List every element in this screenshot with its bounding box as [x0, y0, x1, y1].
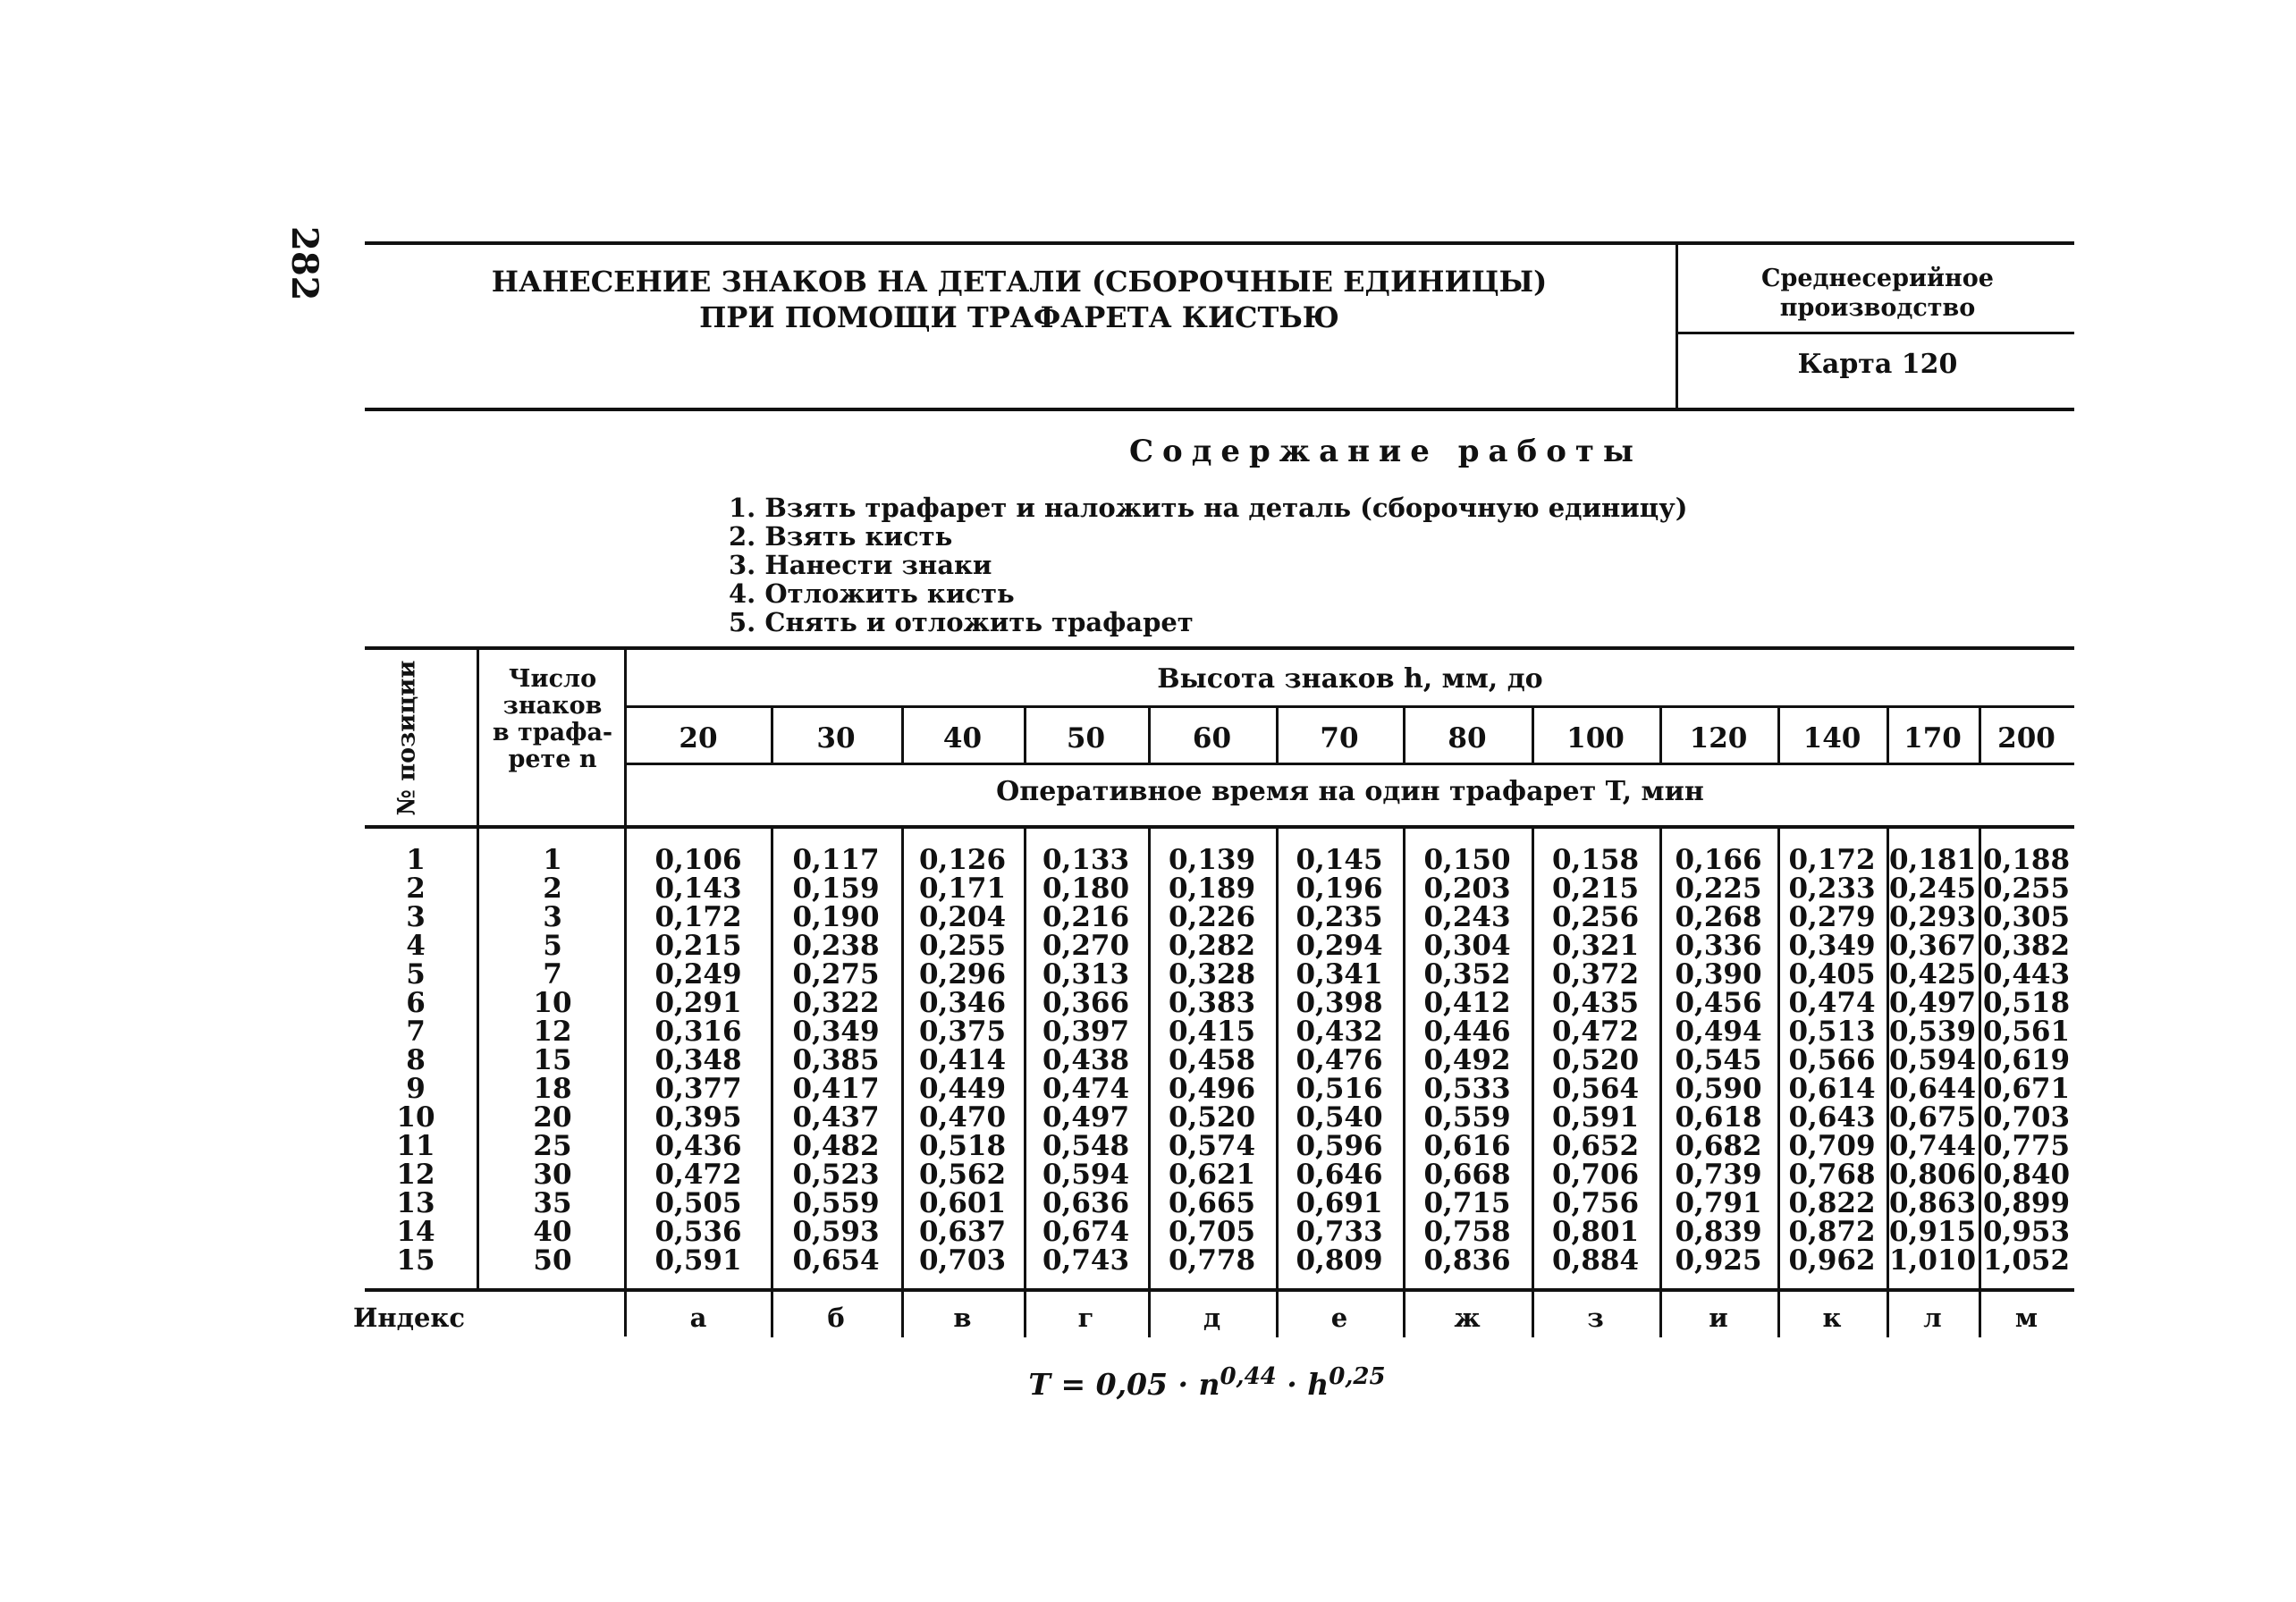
page-number: 282 [283, 226, 325, 301]
table-cell: 0,637 [918, 1216, 1007, 1248]
table-cell: 0,293 [1888, 901, 1977, 933]
table-cell: 0,822 [1788, 1187, 1876, 1219]
table-cell: 0,523 [792, 1159, 880, 1191]
table-cell: 0,180 [1042, 873, 1130, 905]
table-cell: 0,574 [1168, 1130, 1256, 1162]
work-step: 3. Нанести знаки [729, 550, 992, 580]
table-cell: 0,652 [1551, 1130, 1640, 1162]
table-cell: 0,614 [1788, 1073, 1876, 1105]
table-cell: 0,518 [918, 1130, 1007, 1162]
table-cell: 0,304 [1423, 930, 1511, 962]
index-cell: ж [1454, 1303, 1481, 1333]
index-cell: и [1709, 1303, 1728, 1333]
table-cell: 0,225 [1675, 873, 1762, 905]
table-cell: 0,158 [1551, 844, 1640, 876]
table-cell: 0,143 [654, 873, 742, 905]
table-cell: 0,316 [654, 1016, 742, 1048]
table-cell: 0,474 [1042, 1073, 1130, 1105]
table-cell: 0,593 [792, 1216, 880, 1248]
table-cell: 0,268 [1675, 901, 1762, 933]
table-cell: 0,385 [792, 1044, 880, 1076]
table-cell: 0,366 [1042, 987, 1130, 1019]
height-cell: 50 [1066, 722, 1106, 755]
height-cell: 100 [1566, 722, 1625, 755]
table-body-bottom-rule [365, 1288, 2074, 1292]
table-cell: 0,621 [1168, 1159, 1256, 1191]
table-cell: 0,715 [1423, 1187, 1511, 1219]
height-cell: 40 [942, 722, 983, 755]
table-cell: 0,590 [1675, 1073, 1762, 1105]
table-cell: 0,915 [1888, 1216, 1977, 1248]
table-cell: 0,443 [1982, 958, 2071, 991]
table-cell: 0,145 [1296, 844, 1383, 876]
table-cell: 0,348 [654, 1044, 742, 1076]
table-cell: 0,472 [654, 1159, 742, 1191]
document-title [367, 264, 1672, 335]
table-cell: 0,367 [1888, 930, 1977, 962]
index-cell: г [1077, 1303, 1094, 1333]
sign-count-value: 40 [533, 1216, 572, 1248]
table-cell: 0,775 [1982, 1130, 2071, 1162]
table-cell: 0,884 [1551, 1244, 1640, 1277]
table-cell: 0,275 [792, 958, 880, 991]
table-cell: 0,562 [918, 1159, 1007, 1191]
table-cell: 0,322 [792, 987, 880, 1019]
table-cell: 0,596 [1296, 1130, 1383, 1162]
table-cell: 0,536 [654, 1216, 742, 1248]
table-cell: 0,166 [1675, 844, 1762, 876]
value-column [1403, 846, 1532, 1275]
table-cell: 0,305 [1982, 901, 2071, 933]
pos-n-divider [477, 648, 479, 1290]
position-number: 2 [406, 873, 426, 905]
heights-row-rule [626, 763, 2074, 765]
position-number: 9 [406, 1073, 426, 1105]
table-cell: 0,375 [918, 1016, 1007, 1048]
table-cell: 0,352 [1423, 958, 1511, 991]
table-cell: 0,520 [1551, 1044, 1640, 1076]
sign-count-value: 12 [533, 1016, 572, 1048]
table-header-bottom-rule [365, 825, 2074, 829]
table-cell: 0,559 [1423, 1101, 1511, 1134]
table-cell: 0,296 [918, 958, 1007, 991]
table-cell: 0,646 [1296, 1159, 1383, 1191]
work-step: 1. Взять трафарет и наложить на деталь (сборочную единицу) [729, 493, 1688, 523]
table-top-rule [365, 646, 2074, 650]
height-cell: 140 [1802, 722, 1861, 755]
table-cell: 0,601 [918, 1187, 1007, 1219]
table-cell: 0,470 [918, 1101, 1007, 1134]
table-cell: 0,758 [1423, 1216, 1511, 1248]
table-cell: 0,405 [1788, 958, 1876, 991]
table-cell: 0,899 [1982, 1187, 2071, 1219]
table-cell: 0,539 [1888, 1016, 1977, 1048]
position-numbers [358, 846, 474, 1275]
sign-count-value: 20 [533, 1101, 572, 1134]
position-number: 13 [396, 1187, 435, 1219]
table-cell: 0,383 [1168, 987, 1256, 1019]
table-cell: 0,150 [1423, 844, 1511, 876]
table-cell: 0,564 [1551, 1073, 1640, 1105]
operating-time-header: Оперативное время на один трафарет T, мин [996, 776, 1704, 807]
height-cell: 70 [1320, 722, 1359, 755]
formula: $T = 0,05 \cdot n^{0,44} \cdot h^{0,25}$ [1028, 1363, 1386, 1402]
work-step: 4. Отложить кисть [729, 578, 1015, 609]
position-number: 10 [396, 1101, 435, 1134]
index-cell: з [1587, 1303, 1604, 1333]
index-cell: а [689, 1303, 707, 1333]
table-cell: 0,133 [1042, 844, 1130, 876]
position-number: 11 [396, 1130, 435, 1162]
table-cell: 0,171 [918, 873, 1007, 905]
table-cell: 0,591 [654, 1244, 742, 1277]
height-cell: 120 [1689, 722, 1748, 755]
table-cell: 0,238 [792, 930, 880, 962]
table-cell: 0,346 [918, 987, 1007, 1019]
sign-count-value: 30 [533, 1159, 572, 1191]
table-cell: 0,872 [1788, 1216, 1876, 1248]
table-cell: 0,216 [1042, 901, 1130, 933]
table-cell: 0,706 [1551, 1159, 1640, 1191]
table-cell: 0,520 [1168, 1101, 1256, 1134]
table-cell: 0,494 [1675, 1016, 1762, 1048]
table-cell: 0,196 [1296, 873, 1383, 905]
table-cell: 0,482 [792, 1130, 880, 1162]
table-cell: 0,255 [918, 930, 1007, 962]
table-cell: 0,733 [1296, 1216, 1383, 1248]
table-cell: 0,709 [1788, 1130, 1876, 1162]
table-cell: 0,671 [1982, 1073, 2071, 1105]
table-cell: 0,458 [1168, 1044, 1256, 1076]
table-cell: 0,472 [1551, 1016, 1640, 1048]
table-cell: 0,703 [1982, 1101, 2071, 1134]
index-cell: в [953, 1303, 972, 1333]
position-column-header: № позиции [393, 660, 421, 815]
production-type [1681, 264, 2074, 323]
table-cell: 0,456 [1675, 987, 1762, 1019]
table-cell: 0,644 [1888, 1073, 1977, 1105]
table-cell: 0,665 [1168, 1187, 1256, 1219]
table-cell: 0,432 [1296, 1016, 1383, 1048]
table-cell: 0,233 [1788, 873, 1876, 905]
table-cell: 0,172 [654, 901, 742, 933]
table-cell: 0,203 [1423, 873, 1511, 905]
sign-count-value: 2 [543, 873, 562, 905]
table-cell: 0,159 [792, 873, 880, 905]
position-number: 7 [406, 1016, 426, 1048]
header-bottom-rule [365, 408, 2074, 411]
position-number: 14 [396, 1216, 435, 1248]
table-cell: 0,474 [1788, 987, 1876, 1019]
table-cell: 0,256 [1551, 901, 1640, 933]
sign-count-value: 3 [543, 901, 562, 933]
table-cell: 0,189 [1168, 873, 1256, 905]
table-cell: 0,172 [1788, 844, 1876, 876]
table-cell: 0,341 [1296, 958, 1383, 991]
table-cell: 0,839 [1675, 1216, 1762, 1248]
table-cell: 0,449 [918, 1073, 1007, 1105]
position-number: 6 [406, 987, 426, 1019]
sign-count-value: 50 [533, 1244, 572, 1277]
table-cell: 0,328 [1168, 958, 1256, 991]
height-header-rule [626, 705, 2074, 708]
value-column [1659, 846, 1777, 1275]
table-cell: 1,052 [1982, 1244, 2071, 1277]
table-cell: 0,566 [1788, 1044, 1876, 1076]
table-cell: 0,437 [792, 1101, 880, 1134]
position-number: 12 [396, 1159, 435, 1191]
value-column [901, 846, 1024, 1275]
table-cell: 0,496 [1168, 1073, 1256, 1105]
table-cell: 0,809 [1296, 1244, 1383, 1277]
table-cell: 0,497 [1888, 987, 1977, 1019]
table-cell: 0,548 [1042, 1130, 1130, 1162]
sign-count-value: 18 [533, 1073, 572, 1105]
table-cell: 0,414 [918, 1044, 1007, 1076]
work-step: 2. Взять кисть [729, 521, 953, 552]
index-label: Индекс [353, 1303, 466, 1333]
position-number: 5 [406, 958, 426, 991]
value-column [1276, 846, 1403, 1275]
table-cell: 0,190 [792, 901, 880, 933]
table-cell: 0,245 [1888, 873, 1977, 905]
table-cell: 0,139 [1168, 844, 1256, 876]
value-column [771, 846, 901, 1275]
table-cell: 0,591 [1551, 1101, 1640, 1134]
work-content-heading: Содержание работы [1128, 434, 1643, 469]
table-cell: 0,270 [1042, 930, 1130, 962]
table-cell: 0,390 [1675, 958, 1762, 991]
table-cell: 0,417 [792, 1073, 880, 1105]
table-cell: 0,412 [1423, 987, 1511, 1019]
table-cell: 0,682 [1675, 1130, 1762, 1162]
position-number: 8 [406, 1044, 426, 1076]
table-cell: 0,188 [1982, 844, 2071, 876]
table-cell: 0,962 [1788, 1244, 1876, 1277]
index-cell: л [1923, 1303, 1942, 1333]
table-cell: 0,425 [1888, 958, 1977, 991]
table-cell: 0,518 [1982, 987, 2071, 1019]
height-cell: 20 [679, 722, 718, 755]
table-cell: 0,619 [1982, 1044, 2071, 1076]
sign-count-column-header: Число знаков в трафа- рете n [492, 665, 613, 773]
table-cell: 0,476 [1296, 1044, 1383, 1076]
table-cell: 0,255 [1982, 873, 2071, 905]
table-cell: 0,106 [654, 844, 742, 876]
table-cell: 0,594 [1888, 1044, 1977, 1076]
table-cell: 0,791 [1675, 1187, 1762, 1219]
table-cell: 0,516 [1296, 1073, 1383, 1105]
table-cell: 0,313 [1042, 958, 1130, 991]
table-cell: 0,540 [1296, 1101, 1383, 1134]
table-cell: 0,446 [1423, 1016, 1511, 1048]
table-cell: 0,505 [654, 1187, 742, 1219]
table-cell: 0,654 [792, 1244, 880, 1277]
table-cell: 0,215 [1551, 873, 1640, 905]
table-cell: 0,492 [1423, 1044, 1511, 1076]
production-line-2: производство [1779, 294, 1976, 322]
table-cell: 0,513 [1788, 1016, 1876, 1048]
value-column [1777, 846, 1887, 1275]
sign-count-value: 25 [533, 1130, 572, 1162]
table-cell: 0,181 [1888, 844, 1977, 876]
value-column [1148, 846, 1276, 1275]
table-cell: 0,377 [654, 1073, 742, 1105]
table-cell: 0,561 [1982, 1016, 2071, 1048]
table-cell: 0,739 [1675, 1159, 1762, 1191]
title-line-1: НАНЕСЕНИЕ ЗНАКОВ НА ДЕТАЛИ (СБОРОЧНЫЕ ЕДИНИЦЫ) [491, 265, 1548, 299]
table-cell: 0,382 [1982, 930, 2071, 962]
position-number: 1 [406, 844, 426, 876]
table-cell: 0,925 [1675, 1244, 1762, 1277]
table-cell: 0,836 [1423, 1244, 1511, 1277]
title-line-2: ПРИ ПОМОЩИ ТРАФАРЕТА КИСТЬЮ [699, 300, 1339, 334]
table-cell: 0,436 [654, 1130, 742, 1162]
table-cell: 0,616 [1423, 1130, 1511, 1162]
table-cell: 0,806 [1888, 1159, 1977, 1191]
top-rule [365, 241, 2074, 245]
position-number: 15 [396, 1244, 435, 1277]
table-cell: 0,349 [1788, 930, 1876, 962]
header-right-divider [1677, 332, 2074, 334]
sign-count-values [481, 846, 624, 1275]
table-cell: 0,668 [1423, 1159, 1511, 1191]
sign-count-value: 10 [533, 987, 572, 1019]
table-cell: 0,594 [1042, 1159, 1130, 1191]
table-cell: 0,415 [1168, 1016, 1256, 1048]
header-divider [1676, 243, 1678, 409]
value-column [1887, 846, 1979, 1275]
table-cell: 0,840 [1982, 1159, 2071, 1191]
index-cell: е [1330, 1303, 1348, 1333]
table-cell: 0,398 [1296, 987, 1383, 1019]
value-column [1532, 846, 1659, 1275]
position-number: 4 [406, 930, 426, 962]
table-cell: 0,756 [1551, 1187, 1640, 1219]
table-cell: 0,744 [1888, 1130, 1977, 1162]
work-steps-list [729, 493, 1687, 637]
table-cell: 0,249 [654, 958, 742, 991]
table-cell: 0,545 [1675, 1044, 1762, 1076]
table-cell: 0,438 [1042, 1044, 1130, 1076]
production-line-1: Среднесерийное [1761, 265, 1994, 292]
table-cell: 0,395 [654, 1101, 742, 1134]
value-column [1979, 846, 2074, 1275]
height-cell: 200 [1997, 722, 2055, 755]
table-cell: 0,282 [1168, 930, 1256, 962]
table-cell: 0,279 [1788, 901, 1876, 933]
table-cell: 0,703 [918, 1244, 1007, 1277]
work-step: 5. Снять и отложить трафарет [729, 607, 1194, 637]
table-cell: 0,215 [654, 930, 742, 962]
table-cell: 0,204 [918, 901, 1007, 933]
table-cell: 0,674 [1042, 1216, 1130, 1248]
table-cell: 0,743 [1042, 1244, 1130, 1277]
sign-count-value: 7 [543, 958, 562, 991]
table-cell: 0,533 [1423, 1073, 1511, 1105]
table-cell: 0,636 [1042, 1187, 1130, 1219]
table-cell: 0,243 [1423, 901, 1511, 933]
table-cell: 0,559 [792, 1187, 880, 1219]
table-cell: 0,117 [792, 844, 880, 876]
sign-count-value: 1 [543, 844, 562, 876]
table-cell: 0,126 [918, 844, 1007, 876]
table-cell: 0,705 [1168, 1216, 1256, 1248]
card-number: Карта 120 [1797, 349, 1958, 380]
table-cell: 0,372 [1551, 958, 1640, 991]
index-cell: б [827, 1303, 845, 1333]
value-column [626, 846, 771, 1275]
table-cell: 0,801 [1551, 1216, 1640, 1248]
sign-count-value: 35 [533, 1187, 572, 1219]
table-cell: 0,226 [1168, 901, 1256, 933]
table-cell: 0,953 [1982, 1216, 2071, 1248]
table-cell: 0,336 [1675, 930, 1762, 962]
table-cell: 0,291 [654, 987, 742, 1019]
table-cell: 0,618 [1675, 1101, 1762, 1134]
index-cell: к [1822, 1303, 1842, 1333]
height-cell: 80 [1448, 722, 1487, 755]
table-cell: 0,778 [1168, 1244, 1256, 1277]
table-cell: 0,497 [1042, 1101, 1130, 1134]
table-cell: 1,010 [1888, 1244, 1977, 1277]
height-cell: 60 [1192, 722, 1232, 755]
table-cell: 0,321 [1551, 930, 1640, 962]
table-cell: 0,768 [1788, 1159, 1876, 1191]
sign-count-value: 15 [533, 1044, 572, 1076]
table-cell: 0,435 [1551, 987, 1640, 1019]
value-column [1024, 846, 1148, 1275]
index-cell: д [1203, 1303, 1221, 1333]
sign-count-value: 5 [543, 930, 562, 962]
table-cell: 0,294 [1296, 930, 1383, 962]
height-cell: 170 [1903, 722, 1962, 755]
table-cell: 0,675 [1888, 1101, 1977, 1134]
table-cell: 0,691 [1296, 1187, 1383, 1219]
position-number: 3 [406, 901, 426, 933]
table-cell: 0,863 [1888, 1187, 1977, 1219]
table-cell: 0,235 [1296, 901, 1383, 933]
index-cell: м [2014, 1303, 2039, 1333]
table-cell: 0,349 [792, 1016, 880, 1048]
height-cell: 30 [816, 722, 856, 755]
sign-height-header: Высота знаков h, мм, до [1157, 663, 1543, 695]
table-cell: 0,397 [1042, 1016, 1130, 1048]
table-cell: 0,643 [1788, 1101, 1876, 1134]
